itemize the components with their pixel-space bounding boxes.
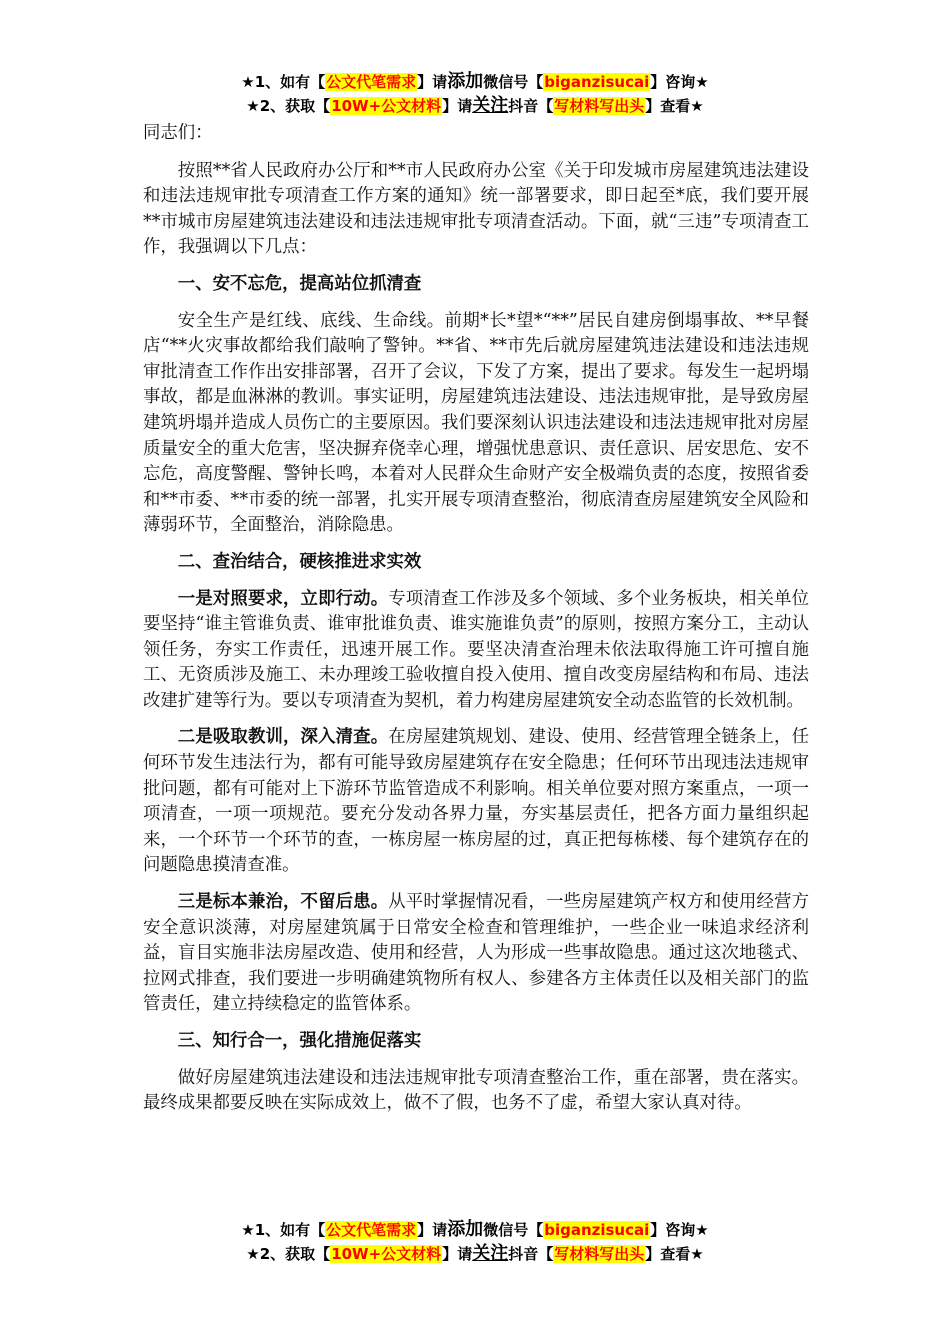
promo-emphasis: 关注 [472,1243,509,1264]
document-body [143,121,809,1128]
promo-text: ★1、如有【 [241,1221,326,1239]
promo-highlight: 10W+公文材料 [331,97,442,115]
promo-highlight: 公文代笔需求 [326,1221,417,1239]
promo-text: ★1、如有【 [241,73,326,91]
promo-line-2 [0,94,950,118]
promo-douyin-id: 写材料写出头 [554,1245,645,1263]
greeting: 同志们： [143,123,213,143]
intro-paragraph: 按照**省人民政府办公厅和**市人民政府办公室《关于印发城市房屋建筑违法建设和违法违规审批专项清查工作方案的通知》统一部署要求，即日起至*底，我们要开展**市城市房屋建筑违法建设和违法违规审批专项清查活动。下面，就“三违”专项清查工作，我强调以下几点： [143,160,809,258]
promo-emphasis: 添加 [447,71,484,92]
point-1-paragraph [143,587,809,715]
section-heading-1: 一、安不忘危，提高站位抓清查 [177,273,422,294]
promo-text: 微信号【 [483,1221,544,1239]
promo-text: 】请 [417,73,448,91]
promo-banner-bottom [0,1218,950,1266]
promo-text: 】查看★ [645,97,704,115]
point-2-paragraph [143,725,809,879]
promo-text: 抖音【 [508,1245,554,1263]
point-2-lead: 二是吸取教训，深入清查。 [177,727,389,748]
promo-text: 】查看★ [645,1245,704,1263]
promo-highlight: 公文代笔需求 [326,73,417,91]
promo-text: 】请 [442,1245,473,1263]
promo-text: 微信号【 [483,73,544,91]
section-1-paragraph: 安全生产是红线、底线、生命线。前期*长*望*“**”居民自建房倒塌事故、**早餐店“**火灾事故都给我们敲响了警钟。**省、**市先后就房屋建筑违法建设和违法违规审批清查工作作出安排部署，召开了会议，下发了方案，提出了要求。每发生一起坍塌事故，都是血淋淋的教训。事实证明，房屋建筑违法建设、违法违规审批，是导致房屋建筑坍塌并造成人员伤亡的主要原因。我们要深刻认识违法建设和违法违规审批对房屋质量安全的重大危害，坚决摒弃侥幸心理，增强忧患意识、责任意识、居安思危、安不忘危，高度警醒、警钟长鸣，本着对人民群众生命财产安全极端负责的态度，按照省委和**市委、**市委的统一部署，扎实开展专项清查整治，彻底清查房屋建筑安全风险和薄弱环节，全面整治，消除隐患。 [143,310,809,536]
point-1-text: 专项清查工作涉及多个领域、多个业务板块，相关单位要坚持“谁主管谁负责、谁审批谁负责、谁实施谁负责”的原则，按照方案分工，主动认领任务，夯实工作责任，迅速开展工作。要坚决清查治理未依法取得施工许可擅自施工、无资质涉及施工、未办理竣工验收擅自投入使用、擅自改变房屋结构和布局、违法改建扩建等行为。要以专项清查为契机，着力构建房屋建筑安全动态监管的长效机制。 [143,588,809,711]
promo-highlight: 10W+公文材料 [331,1245,442,1263]
promo-douyin-id: 写材料写出头 [554,97,645,115]
section-heading-2: 二、查治结合，硬核推进求实效 [177,551,422,572]
promo-banner-top [0,70,950,118]
promo-wechat-id: biganzisucai [544,73,650,91]
promo-emphasis: 关注 [472,95,509,116]
promo-text: 抖音【 [508,97,554,115]
promo-wechat-id: biganzisucai [544,1221,650,1239]
promo-text: ★2、获取【 [246,1245,331,1263]
point-3-paragraph [143,890,809,1018]
point-3-lead: 三是标本兼治，不留后患。 [177,892,389,913]
promo-text: ★2、获取【 [246,97,331,115]
promo-text: 】请 [442,97,473,115]
promo-line-1 [0,70,950,94]
promo-text: 】请 [417,1221,448,1239]
point-3-text: 从平时掌握情况看，一些房屋建筑产权方和使用经营方安全意识淡薄，对房屋建筑属于日常安全检查和管理维护，一些企业一味追求经济利益，盲目实施非法房屋改造、使用和经营，人为形成一些事故隐患。通过这次地毯式、拉网式排查，我们要进一步明确建筑物所有权人、参建各方主体责任以及相关部门的监管责任，建立持续稳定的监管体系。 [143,892,809,1015]
section-heading-3: 三、知行合一，强化措施促落实 [177,1031,422,1051]
point-2-text: 在房屋建筑规划、建设、使用、经营管理全链条上，任何环节发生违法行为，都有可能导致房屋建筑存在安全隐患；任何环节出现违法违规审批问题，都有可能对上下游环节监管造成不利影响。相关单位要对照方案重点，一项一项清查，一项一项规范。要充分发动各界力量，夯实基层责任，把各方面力量组织起来，一个环节一个环节的查，一栋房屋一栋房屋的过，真正把每栋楼、每个建筑存在的问题隐患摸清查准。 [143,727,809,876]
section-3-paragraph: 做好房屋建筑违法建设和违法违规审批专项清查整治工作，重在部署，贵在落实。最终成果都要反映在实际成效上，做不了假，也务不了虚，希望大家认真对待。 [143,1067,809,1114]
promo-text: 】咨询★ [650,73,709,91]
promo-line-2 [0,1242,950,1266]
point-1-lead: 一是对照要求，立即行动。 [177,588,389,609]
promo-text: 】咨询★ [650,1221,709,1239]
promo-line-1 [0,1218,950,1242]
promo-emphasis: 添加 [447,1219,484,1240]
